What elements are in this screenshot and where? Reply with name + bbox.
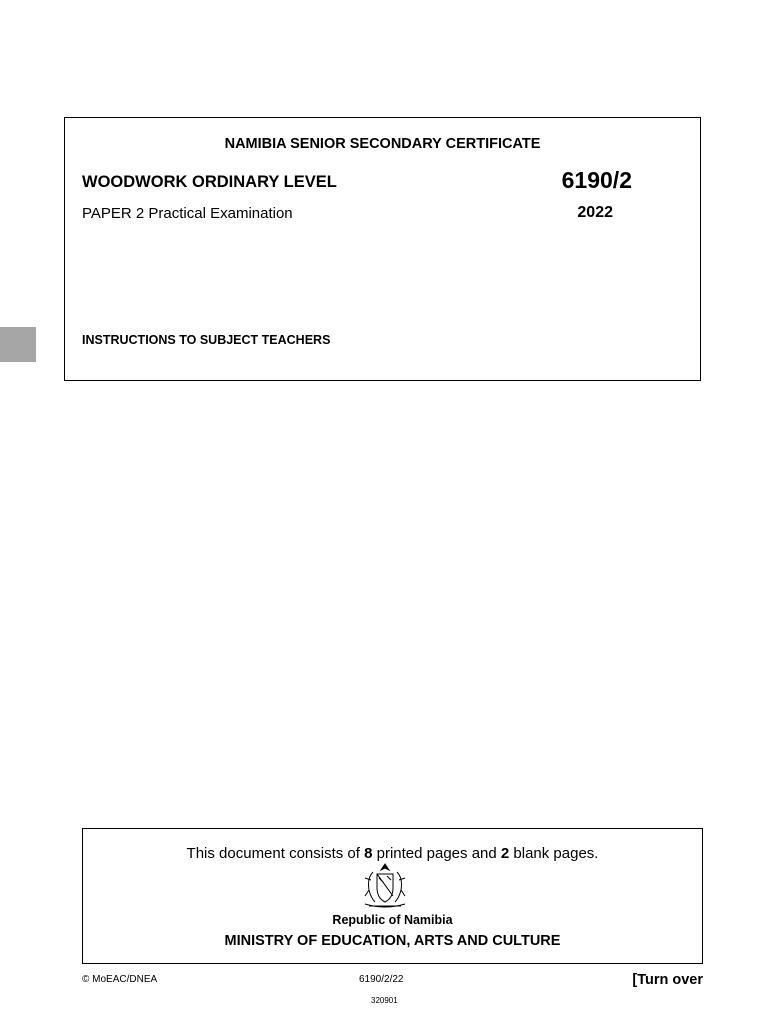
page-count-line	[83, 845, 702, 862]
reference-number: 320901	[371, 996, 398, 1005]
page-count-text-middle: printed pages and	[372, 845, 501, 862]
paper-description: PAPER 2 Practical Examination	[82, 205, 293, 222]
page-count-text-after: blank pages.	[509, 845, 599, 862]
certificate-title: NAMIBIA SENIOR SECONDARY CERTIFICATE	[224, 136, 541, 152]
page-count-text-before: This document consists of	[186, 845, 365, 862]
page-code: 6190/2/22	[359, 974, 404, 985]
paper-code: 6190/2	[561, 167, 632, 193]
republic-label: Republic of Namibia	[332, 913, 453, 927]
ministry-label: MINISTRY OF EDUCATION, ARTS AND CULTURE	[224, 933, 561, 949]
copyright-notice: © MoEAC/DNEA	[82, 974, 158, 985]
side-tab-marker	[0, 327, 36, 362]
printed-pages-count: 8	[364, 845, 373, 862]
subject-title: WOODWORK ORDINARY LEVEL	[82, 173, 337, 191]
coat-of-arms-icon	[359, 862, 411, 912]
blank-pages-count: 2	[500, 845, 510, 862]
header-box	[64, 117, 701, 381]
footer-box	[82, 828, 703, 964]
turn-over-label: [Turn over	[632, 972, 703, 988]
exam-year: 2022	[577, 204, 613, 221]
instructions-heading: INSTRUCTIONS TO SUBJECT TEACHERS	[82, 333, 331, 347]
